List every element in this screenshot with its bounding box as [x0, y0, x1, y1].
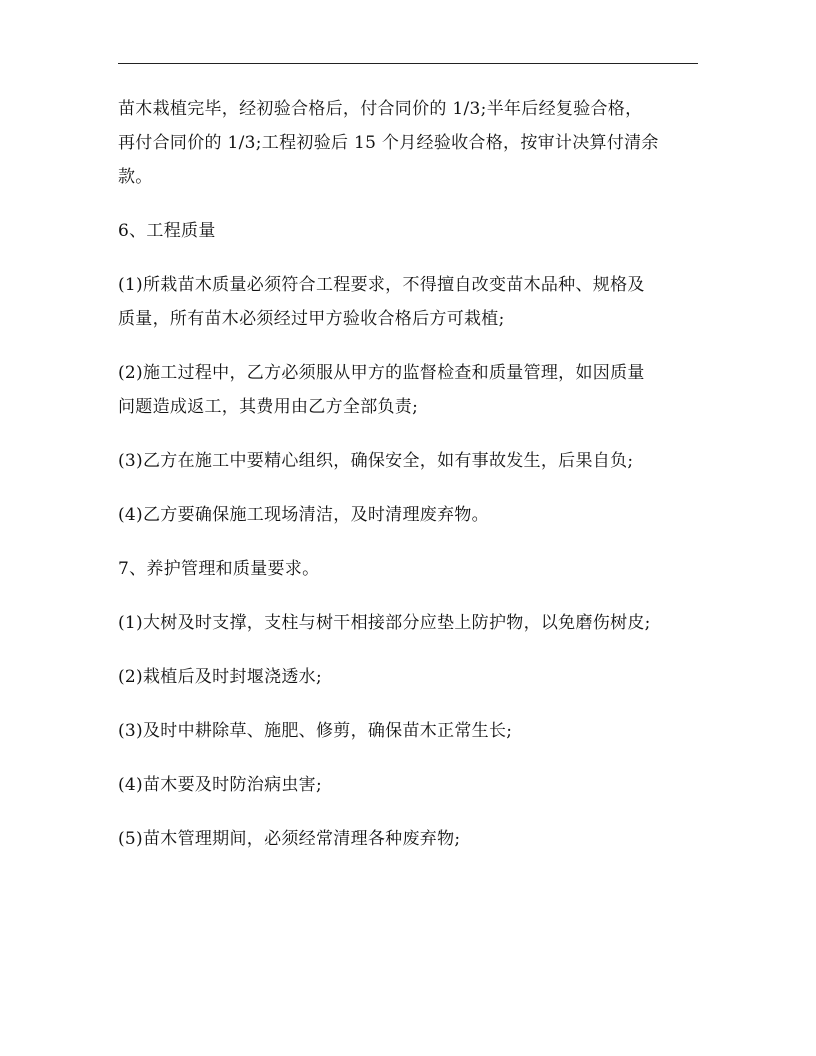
paragraph-line: 款。	[118, 167, 153, 187]
paragraph-line: (5)苗木管理期间，必须经常清理各种废弃物;	[118, 829, 461, 849]
section-heading-quality	[118, 214, 714, 248]
paragraph-line: (4)苗木要及时防治病虫害;	[118, 775, 323, 795]
quality-item-3	[118, 444, 714, 478]
paragraph-line: (1)大树及时支撑，支柱与树干相接部分应垫上防护物，以免磨伤树皮;	[118, 613, 651, 633]
paragraph-line: (3)及时中耕除草、施肥、修剪，确保苗木正常生长;	[118, 721, 513, 741]
paragraph-line: 问题造成返工，其费用由乙方全部负责;	[118, 397, 419, 417]
paragraph-line: (2)栽植后及时封堰浇透水;	[118, 667, 323, 687]
header-rule	[118, 63, 698, 64]
heading-text: 6、工程质量	[118, 221, 216, 241]
paragraph-line: (1)所栽苗木质量必须符合工程要求，不得擅自改变苗木品种、规格及	[118, 275, 645, 295]
maintenance-item-4	[118, 768, 714, 802]
paragraph-line: (2)施工过程中，乙方必须服从甲方的监督检查和质量管理，如因质量	[118, 363, 645, 383]
maintenance-item-2	[118, 660, 714, 694]
section-heading-maintenance	[118, 552, 714, 586]
heading-text: 7、养护管理和质量要求。	[118, 559, 320, 579]
maintenance-item-3	[118, 714, 714, 748]
quality-item-4	[118, 498, 714, 532]
maintenance-item-1	[118, 606, 714, 640]
quality-item-1	[118, 268, 714, 336]
paragraph-line: 苗木栽植完毕，经初验合格后，付合同价的 1/3;半年后经复验合格，	[118, 99, 643, 119]
paragraph-line: 再付合同价的 1/3;工程初验后 15 个月经验收合格，按审计决算付清余	[118, 133, 659, 153]
paragraph-line: 质量，所有苗木必须经过甲方验收合格后方可栽植;	[118, 309, 505, 329]
payment-terms-paragraph	[118, 92, 714, 194]
paragraph-line: (4)乙方要确保施工现场清洁，及时清理废弃物。	[118, 505, 489, 525]
document-body	[118, 92, 714, 856]
quality-item-2	[118, 356, 714, 424]
paragraph-line: (3)乙方在施工中要精心组织，确保安全，如有事故发生，后果自负;	[118, 451, 634, 471]
maintenance-item-5	[118, 822, 714, 856]
